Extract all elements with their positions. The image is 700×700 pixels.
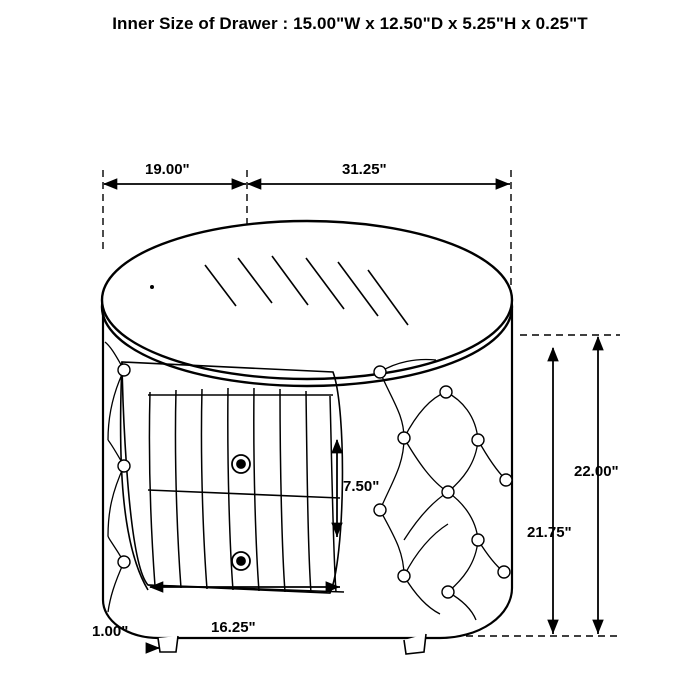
- page-title: Inner Size of Drawer : 15.00"W x 12.50"D x 5.25"H x 0.25"T: [112, 14, 588, 33]
- cabinet-body: [102, 221, 512, 654]
- dim-label-drawer-height: 7.50": [343, 478, 380, 495]
- dim-label-drawer-width: 16.25": [211, 619, 256, 636]
- dim-label-foot-height: 1.00": [92, 623, 129, 640]
- drawer-knob-lower: [232, 552, 250, 570]
- dim-label-top-right-width: 31.25": [342, 161, 387, 178]
- dim-label-top-left-width: 19.00": [145, 161, 190, 178]
- drawer-knob-upper: [232, 455, 250, 473]
- dim-label-overall-height: 22.00": [574, 463, 619, 480]
- dim-label-body-height: 21.75": [527, 524, 572, 541]
